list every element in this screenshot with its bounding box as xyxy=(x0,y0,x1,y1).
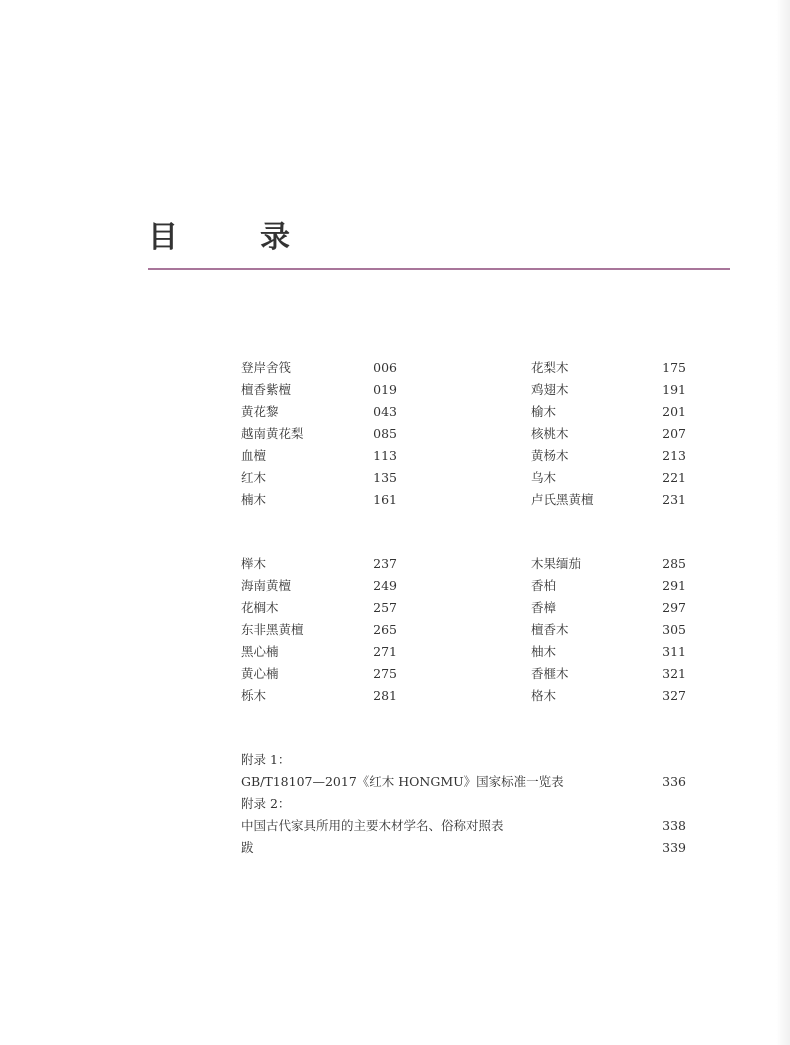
toc-entry-page: 281 xyxy=(373,688,397,703)
toc-entry-title: 跋 xyxy=(241,840,254,855)
toc-entry[interactable] xyxy=(241,619,397,641)
toc-entry-title: 楠木 xyxy=(241,492,267,507)
toc-entry[interactable] xyxy=(241,445,397,467)
appendix-2-heading xyxy=(241,793,686,815)
toc-entry-page: 231 xyxy=(662,492,686,507)
toc-entry-page: 161 xyxy=(373,492,397,507)
toc-entry[interactable] xyxy=(531,423,686,445)
toc-entry-title: 木果缅茄 xyxy=(531,556,582,571)
page-edge-shadow xyxy=(776,0,790,1045)
toc-entry-page: 191 xyxy=(662,382,686,397)
toc-entry-title: 黄心楠 xyxy=(241,666,279,681)
toc-entry[interactable] xyxy=(241,575,397,597)
toc-entry[interactable] xyxy=(241,597,397,619)
toc-entry-page: 339 xyxy=(662,840,686,855)
toc-entry[interactable] xyxy=(531,489,686,511)
toc-entry-title: GB/T18107—2017《红木 HONGMU》国家标准一览表 xyxy=(241,774,564,789)
toc-entry-title: 卢氏黑黄檀 xyxy=(531,492,594,507)
toc-entry-page: 311 xyxy=(662,644,686,659)
toc-entry[interactable] xyxy=(241,685,397,707)
toc-entry-title: 中国古代家具所用的主要木材学名、俗称对照表 xyxy=(241,818,504,833)
toc-entry[interactable] xyxy=(241,467,397,489)
toc-entry-title: 黄花黎 xyxy=(241,404,279,419)
toc-entry-title: 檀香木 xyxy=(531,622,569,637)
toc-entry[interactable] xyxy=(241,379,397,401)
toc-entry-title: 榆木 xyxy=(531,404,557,419)
toc-entry[interactable] xyxy=(241,663,397,685)
toc-entry-page: 297 xyxy=(662,600,686,615)
toc-entry-page: 285 xyxy=(662,556,686,571)
toc-entry[interactable] xyxy=(531,641,686,663)
toc-entry-page: 113 xyxy=(373,448,397,463)
toc-entry-page: 175 xyxy=(662,360,686,375)
toc-entry[interactable] xyxy=(531,663,686,685)
toc-entry-page: 275 xyxy=(373,666,397,681)
toc-entry-title: 越南黄花梨 xyxy=(241,426,304,441)
toc-entry-page: 006 xyxy=(373,360,397,375)
toc-entry-page: 257 xyxy=(373,600,397,615)
toc-entry-title: 香柏 xyxy=(531,578,557,593)
toc-section-2-right-column xyxy=(531,553,686,707)
toc-entry[interactable] xyxy=(241,401,397,423)
toc-entry[interactable] xyxy=(531,467,686,489)
toc-entry-title: 花梨木 xyxy=(531,360,569,375)
toc-entry-title: 血檀 xyxy=(241,448,267,463)
toc-entry[interactable] xyxy=(531,575,686,597)
toc-entry[interactable] xyxy=(531,685,686,707)
toc-entry-title: 红木 xyxy=(241,470,267,485)
toc-entry[interactable] xyxy=(531,379,686,401)
toc-entry[interactable] xyxy=(241,357,397,379)
toc-entry-page: 207 xyxy=(662,426,686,441)
toc-entry-page: 291 xyxy=(662,578,686,593)
toc-entry-page: 338 xyxy=(662,818,686,833)
toc-entry[interactable] xyxy=(241,771,686,793)
title-divider xyxy=(148,268,730,270)
appendix-1-heading xyxy=(241,749,686,771)
appendix-heading-text: 附录 2： xyxy=(241,796,291,811)
toc-entry-page: 043 xyxy=(373,404,397,419)
toc-entry-afterword[interactable] xyxy=(241,837,686,859)
toc-entry-page: 201 xyxy=(662,404,686,419)
toc-entry-page: 336 xyxy=(662,774,686,789)
toc-entry[interactable] xyxy=(531,401,686,423)
toc-entry-page: 327 xyxy=(662,688,686,703)
toc-entry-page: 321 xyxy=(662,666,686,681)
toc-entry[interactable] xyxy=(241,423,397,445)
appendix-heading-text: 附录 1： xyxy=(241,752,291,767)
toc-entry-title: 柚木 xyxy=(531,644,557,659)
toc-appendix xyxy=(241,749,686,859)
toc-entry-title: 核桃木 xyxy=(531,426,569,441)
toc-section-1-left-column xyxy=(241,357,397,511)
toc-entry[interactable] xyxy=(241,489,397,511)
toc-entry-title: 东非黑黄檀 xyxy=(241,622,304,637)
toc-entry-title: 黄杨木 xyxy=(531,448,569,463)
toc-entry-page: 213 xyxy=(662,448,686,463)
toc-entry-page: 085 xyxy=(373,426,397,441)
toc-entry-page: 305 xyxy=(662,622,686,637)
toc-entry[interactable] xyxy=(531,445,686,467)
toc-entry[interactable] xyxy=(241,641,397,663)
toc-entry-title: 黑心楠 xyxy=(241,644,279,659)
toc-entry-page: 271 xyxy=(373,644,397,659)
toc-section-1-right-column xyxy=(531,357,686,511)
toc-entry-page: 019 xyxy=(373,382,397,397)
toc-entry-title: 登岸舍筏 xyxy=(241,360,292,375)
toc-entry-title: 乌木 xyxy=(531,470,557,485)
toc-entry-page: 135 xyxy=(373,470,397,485)
toc-entry-title: 檀香紫檀 xyxy=(241,382,292,397)
toc-entry-title: 花榈木 xyxy=(241,600,279,615)
toc-entry[interactable] xyxy=(241,553,397,575)
toc-entry-page: 237 xyxy=(373,556,397,571)
toc-entry-page: 265 xyxy=(373,622,397,637)
toc-entry-title: 香樟 xyxy=(531,600,557,615)
toc-entry-title: 鸡翅木 xyxy=(531,382,569,397)
toc-entry-page: 221 xyxy=(662,470,686,485)
toc-entry[interactable] xyxy=(531,597,686,619)
toc-entry-page: 249 xyxy=(373,578,397,593)
toc-entry[interactable] xyxy=(531,357,686,379)
toc-entry-title: 格木 xyxy=(531,688,557,703)
page-title: 目 录 xyxy=(148,220,316,255)
toc-entry-title: 香榧木 xyxy=(531,666,569,681)
toc-entry[interactable] xyxy=(241,815,686,837)
toc-entry-title: 榉木 xyxy=(241,556,267,571)
toc-entry-title: 栎木 xyxy=(241,688,267,703)
toc-entry-title: 海南黄檀 xyxy=(241,578,292,593)
toc-entry[interactable] xyxy=(531,619,686,641)
toc-section-2-left-column xyxy=(241,553,397,707)
toc-entry[interactable] xyxy=(531,553,686,575)
